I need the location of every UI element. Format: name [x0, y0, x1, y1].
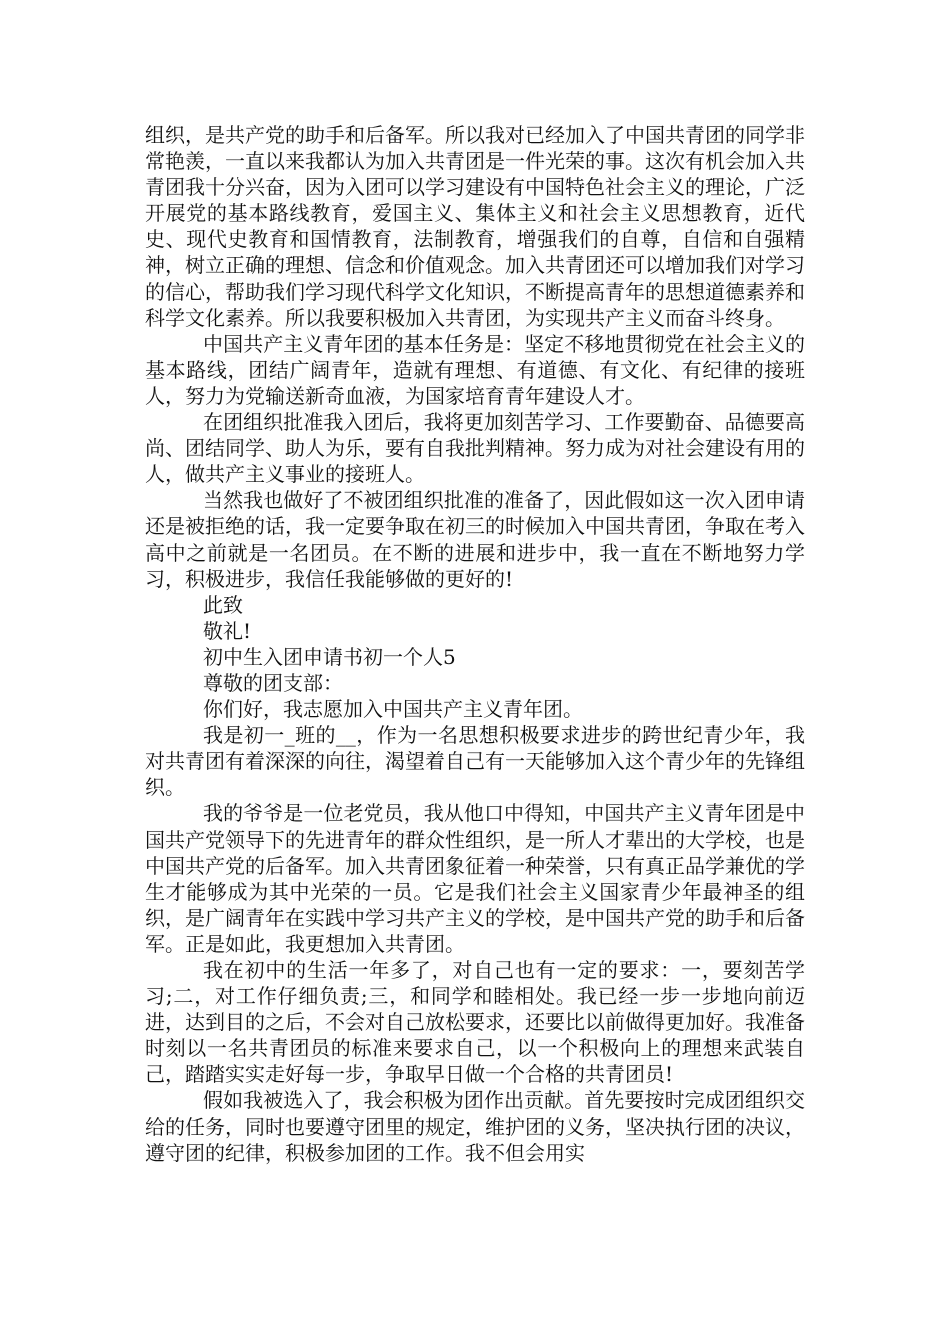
document-body	[145, 122, 805, 1166]
paragraph-1: 组织，是共产党的助手和后备军。所以我对已经加入了中国共青团的同学非常艳羡，一直以来我都认为加入共青团是一件光荣的事。这次有机会加入共青团我十分兴奋，因为入团可以学习建设有中国特色社会主义的理论，广泛开展党的基本路线教育，爱国主义、集体主义和社会主义思想教育，近代史、现代史教育和国情教育，法制教育，增强我们的自尊，自信和自强精神，树立正确的理想、信念和价值观念。加入共青团还可以增加我们对学习的信心，帮助我们学习现代科学文化知识，不断提高青年的思想道德素养和科学文化素养。所以我要积极加入共青团，为实现共产主义而奋斗终身。	[145, 123, 805, 330]
paragraph-3: 在团组织批准我入团后，我将更加刻苦学习、工作要勤奋、品德要高尚、团结同学、助人为乐，要有自我批判精神。努力成为对社会建设有用的人，做共产主义事业的接班人。	[145, 410, 805, 487]
paragraph-10: 我是初一_班的__，作为一名思想积极要求进步的跨世纪青少年，我对共青团有着深深的向往，渴望着自己有一天能够加入这个青少年的先锋组织。	[145, 723, 805, 800]
letter-addressee: 尊敬的团支部：	[203, 670, 343, 695]
paragraph-13: 假如我被选入了，我会积极为团作出贡献。首先要按时完成团组织交给的任务，同时也要遵守团里的规定，维护团的义务，坚决执行团的决议，遵守团的纪律，积极参加团的工作。我不但会用实	[145, 1088, 805, 1165]
closing-regards: 敬礼!	[203, 618, 252, 643]
paragraph-2: 中国共产主义青年团的基本任务是：坚定不移地贯彻党在社会主义的基本路线，团结广阔青年，造就有理想、有道德、有文化、有纪律的接班人，努力为党输送新奇血液，为国家培育青年建设人才。	[145, 331, 805, 408]
paragraph-11: 我的爷爷是一位老党员，我从他口中得知，中国共产主义青年团是中国共产党领导下的先进青年的群众性组织，是一所人才辈出的大学校，也是中国共产党的后备军。加入共青团象征着一种荣誉，只有真正品学兼优的学生才能够成为其中光荣的一员。它是我们社会主义国家青少年最神圣的组织，是广阔青年在实践中学习共产主义的学校，是中国共产党的助手和后备军。正是如此，我更想加入共青团。	[145, 801, 805, 956]
letter-greeting: 你们好，我志愿加入中国共产主义青年团。	[203, 697, 583, 722]
paragraph-4: 当然我也做好了不被团组织批准的准备了，因此假如这一次入团申请还是被拒绝的话，我一定要争取在初三的时候加入中国共青团，争取在考入高中之前就是一名团员。在不断的进展和进步中，我一直在不断地努力学习，积极进步，我信任我能够做的更好的!	[145, 488, 805, 591]
section-title: 初中生入团申请书初一个人5	[203, 644, 456, 669]
paragraph-12: 我在初中的生活一年多了，对自己也有一定的要求：一，要刻苦学习;二，对工作仔细负责;三，和同学和睦相处。我已经一步一步地向前迈进，达到目的之后，不会对自己放松要求，还要比以前做得更加好。我准备时刻以一名共青团员的标准来要求自己，以一个积极向上的理想来武装自己，踏踏实实走好每一步，争取早日做一个合格的共青团员!	[145, 958, 805, 1087]
closing-salutation: 此致	[203, 592, 243, 617]
